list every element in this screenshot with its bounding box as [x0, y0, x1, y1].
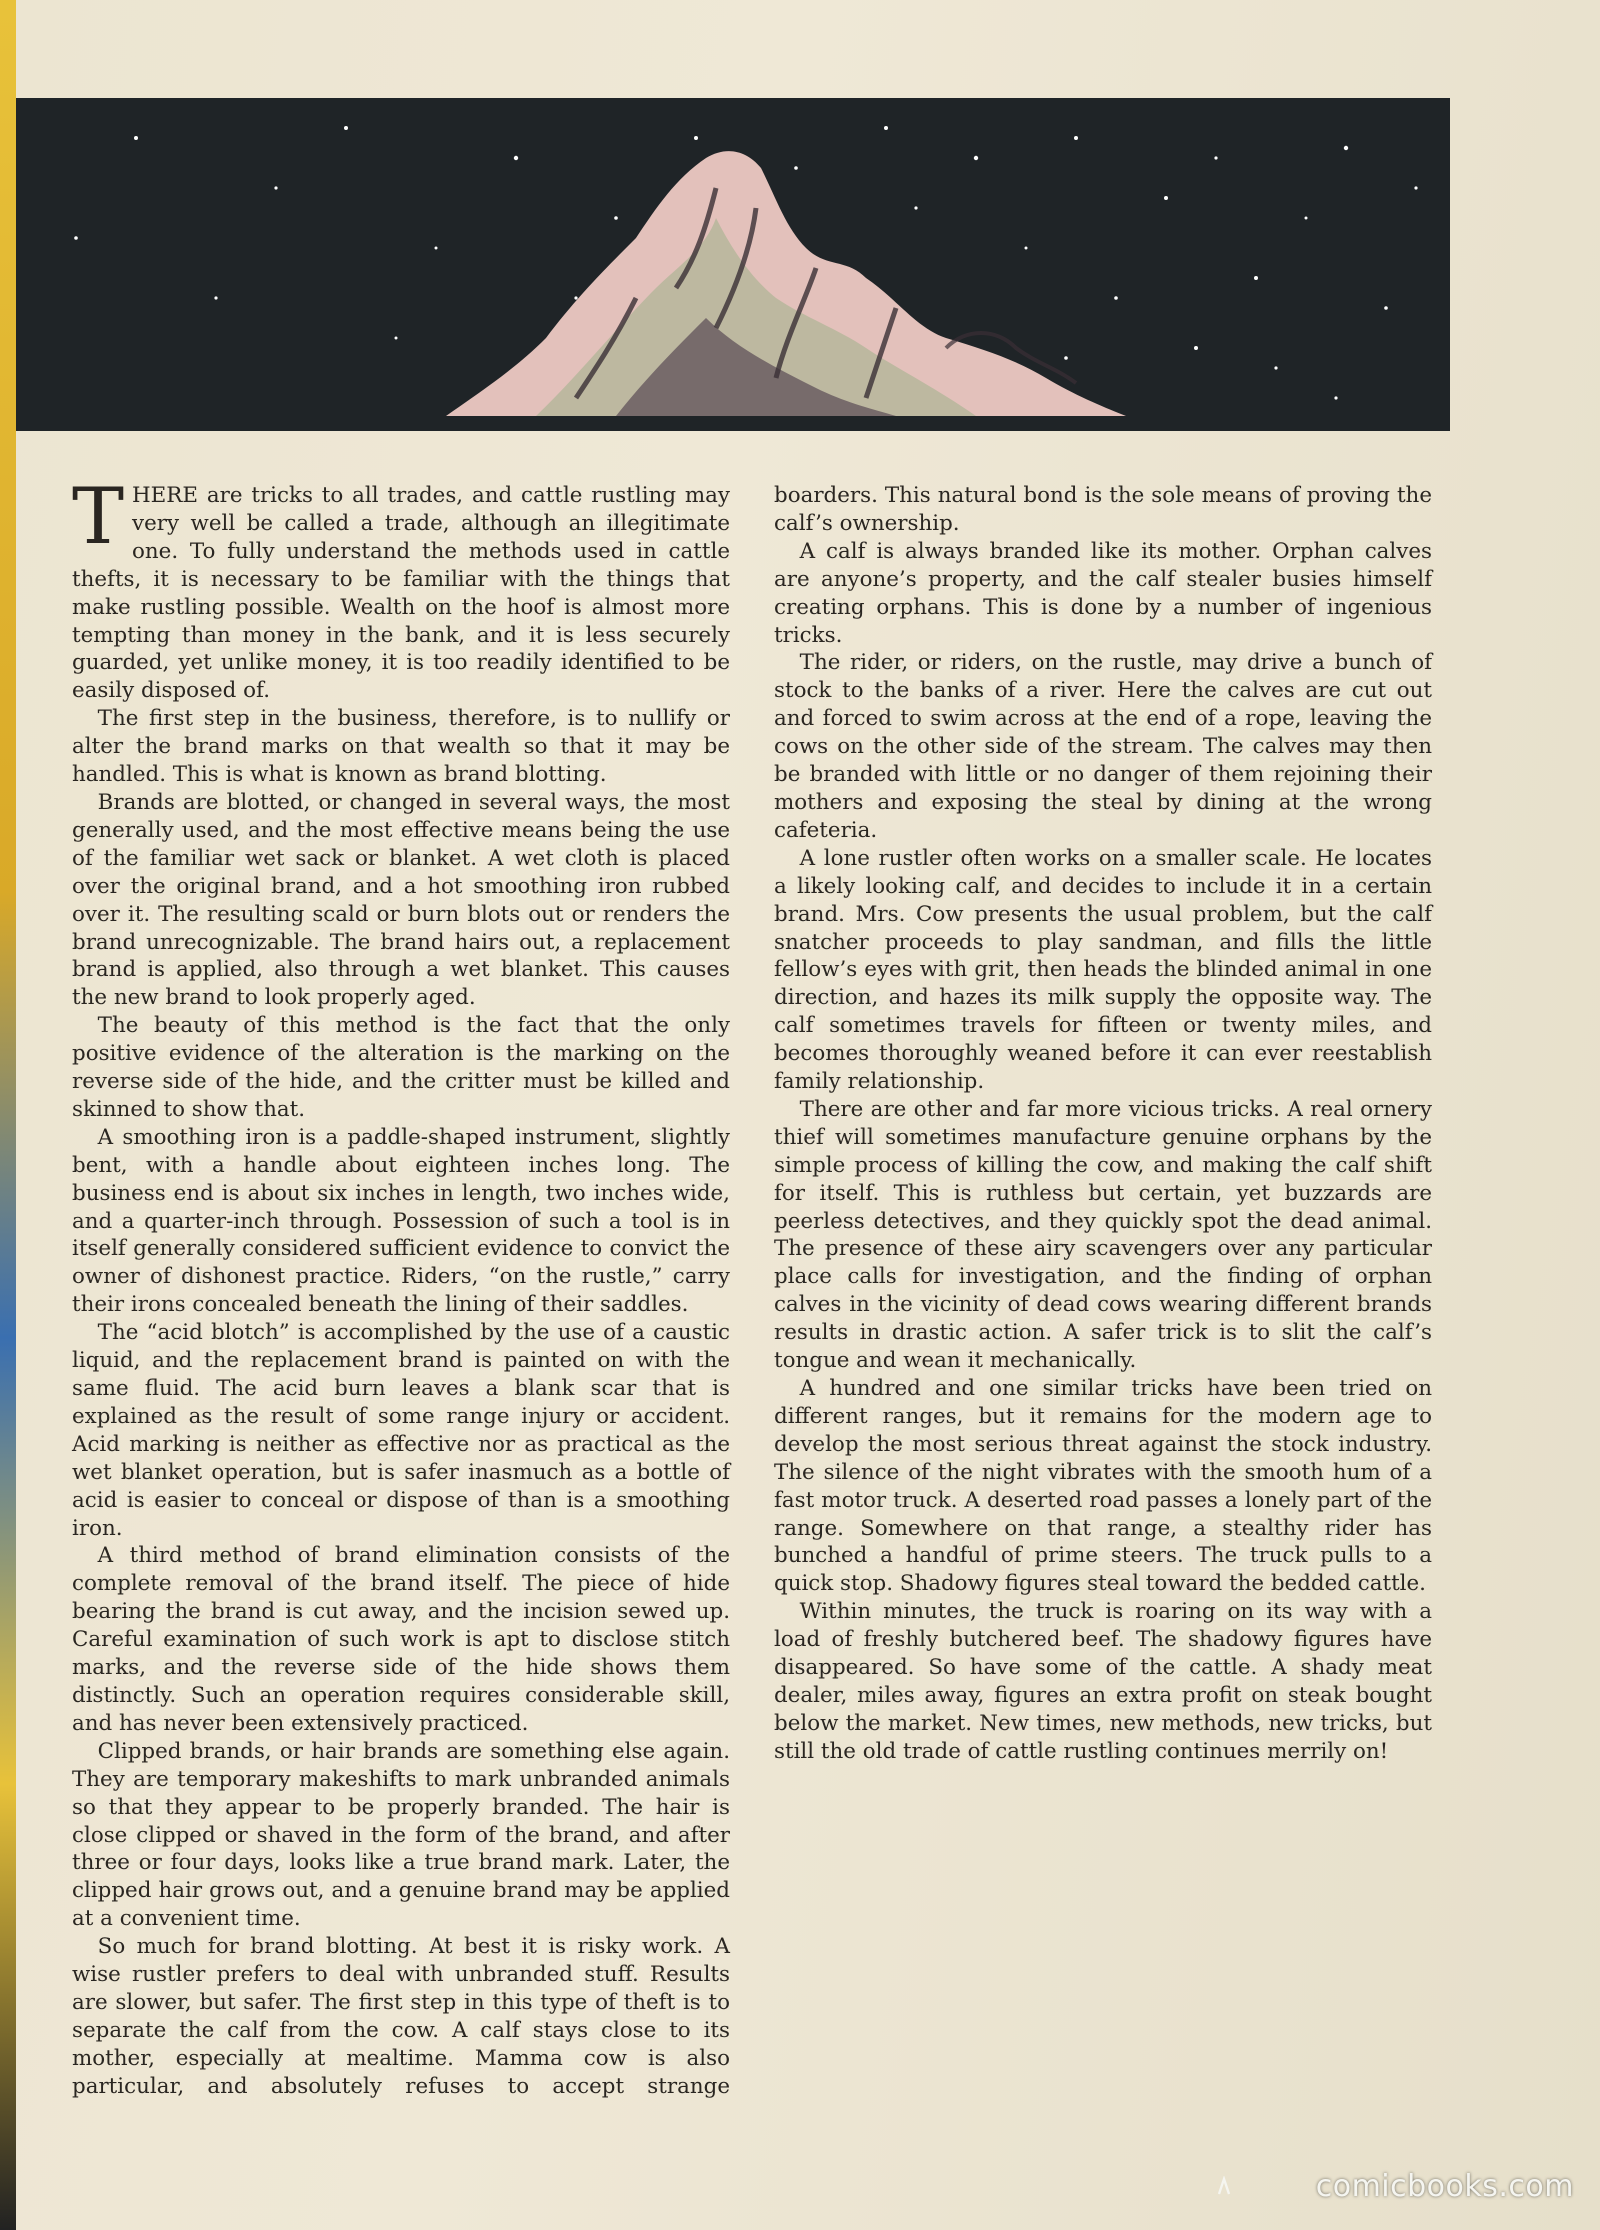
article-paragraph: A calf is always branded like its mother. Orphan calves are anyone’s property, and the calf stealer busies himself creating orphans. This is done by a number of ingenious tricks. [774, 538, 1432, 648]
rock-formation-illustration [16, 98, 1450, 431]
illustration-panel [16, 98, 1450, 431]
watermark: comicbooks.com [1315, 2169, 1574, 2204]
article-paragraph: So much for brand blotting. At best it is risky work. A wise rustler prefers to deal with unbranded stuff. Results are slower, but safer. The first step in this type of theft is to separate the calf from the cow. A calf stays close to its mother, especially at mealtime. Mamma cow is also particular, and absolutely refuses to accept strange boarders. This natural bond is the sole means of proving the calf’s ownership. [72, 483, 1432, 2099]
article-paragraph: The “acid blotch” is accomplished by the use of a caustic liquid, and the replacement brand is painted on with the same fluid. The acid burn leaves a blank scar that is explained as the result of some range injury or accident. Acid marking is neither as effective nor as practical as the wet blanket operation, but is safer inasmuch as a bottle of acid is easier to conceal or dispose of than is a smoothing iron. [72, 1320, 730, 1541]
watermark-logo-icon [1216, 2176, 1232, 2196]
article-paragraph: There are other and far more vicious tricks. A real ornery thief will sometimes manufacture genuine orphans by the simple process of killing the cow, and making the calf shift for itself. This is ruthless but certain, yet buzzards are peerless detectives, and they quickly spot the dead animal. The presence of these airy scavengers over any particular place calls for investigation, and the finding of orphan calves in the vicinity of dead cows wearing different brands results in drastic action. A safer trick is to slit the calf’s tongue and wean it mechanically. [774, 1096, 1432, 1374]
lead-text: HERE are tricks to all trades, and cattle rustling may very well be called a trade, although an illegitimate one. To fully understand the methods used in cattle thefts, it is necessary to be familiar with the things that make rustling possible. Wealth on the hoof is almost more tempting than money in the bank, and it is less securely guarded, yet unlike money, it is too readily identified to be easily disposed of. [72, 483, 730, 704]
article-lead-paragraph [72, 472, 730, 705]
article-paragraph: The first step in the business, therefore, is to nullify or alter the brand marks on that wealth so that it may be handled. This is what is known as brand blotting. [72, 706, 730, 788]
article-paragraph: The rider, or riders, on the rustle, may drive a bunch of stock to the banks of a river. Here the calves are cut out and forced to swim across at the end of a rope, leaving the cows on the other side of the stream. The calves may then be branded with little or no danger of them rejoining their mothers and exposing the steal by dining at the wrong cafeteria. [774, 650, 1432, 843]
article-paragraph: A third method of brand elimination consists of the complete removal of the brand itself. The piece of hide bearing the brand is cut away, and the incision sewed up. Careful examination of such work is apt to disclose stitch marks, and the reverse side of the hide shows them distinctly. Such an operation requires considerable skill, and has never been extensively practiced. [72, 1543, 730, 1736]
comic-page-edge [0, 0, 16, 2230]
article-body [72, 472, 1432, 2142]
drop-cap: T [72, 472, 125, 562]
article-paragraph: The beauty of this method is the fact that the only positive evidence of the alteration is the marking on the reverse side of the hide, and the critter must be killed and skinned to show that. [72, 1013, 730, 1122]
article-paragraph: Within minutes, the truck is roaring on its way with a load of freshly butchered beef. The shadowy figures have disappeared. So have some of the cattle. A shady meat dealer, miles away, figures an extra profit on steak bought below the market. New times, new methods, new tricks, but still the old trade of cattle rustling continues merrily on! [774, 1599, 1432, 1764]
article-paragraph: Brands are blotted, or changed in several ways, the most generally used, and the most effective means being the use of the familiar wet sack or blanket. A wet cloth is placed over the original brand, and a hot smoothing iron rubbed over it. The resulting scald or burn blots out or renders the brand unrecognizable. The brand hairs out, a replacement brand is applied, also through a wet blanket. This causes the new brand to look properly aged. [72, 789, 730, 1011]
article-paragraph: A hundred and one similar tricks have been tried on different ranges, but it remains for the modern age to develop the most serious threat against the stock industry. The silence of the night vibrates with the smooth hum of a fast motor truck. A deserted road passes a lonely part of the range. Somewhere on that range, a stealthy rider has bunched a handful of prime steers. The truck pulls to a quick stop. Shadowy figures steal toward the bedded cattle. [774, 1376, 1432, 1597]
article-paragraph: A smoothing iron is a paddle-shaped instrument, slightly bent, with a handle about eighteen inches long. The business end is about six inches in length, two inches wide, and a quarter-inch through. Possession of such a tool is in itself generally considered sufficient evidence to convict the owner of dishonest practice. Riders, “on the rustle,” carry their irons concealed beneath the lining of their saddles. [72, 1124, 730, 1318]
article-paragraph: Clipped brands, or hair brands are something else again. They are temporary makeshifts to mark unbranded animals so that they appear to be properly branded. The hair is close clipped or shaved in the form of the brand, and after three or four days, looks like a true brand mark. Later, the clipped hair grows out, and a genuine brand may be applied at a convenient time. [72, 1738, 730, 1932]
article-paragraph: A lone rustler often works on a smaller scale. He locates a likely looking calf, and decides to include it in a certain brand. Mrs. Cow presents the usual problem, but the calf snatcher proceeds to play sandman, and fills the little fellow’s eyes with grit, then heads the blinded animal in one direction, and hazes its milk supply the opposite way. The calf sometimes travels for fifteen or twenty miles, and becomes thoroughly weaned before it can ever reestablish family relationship. [774, 845, 1432, 1095]
